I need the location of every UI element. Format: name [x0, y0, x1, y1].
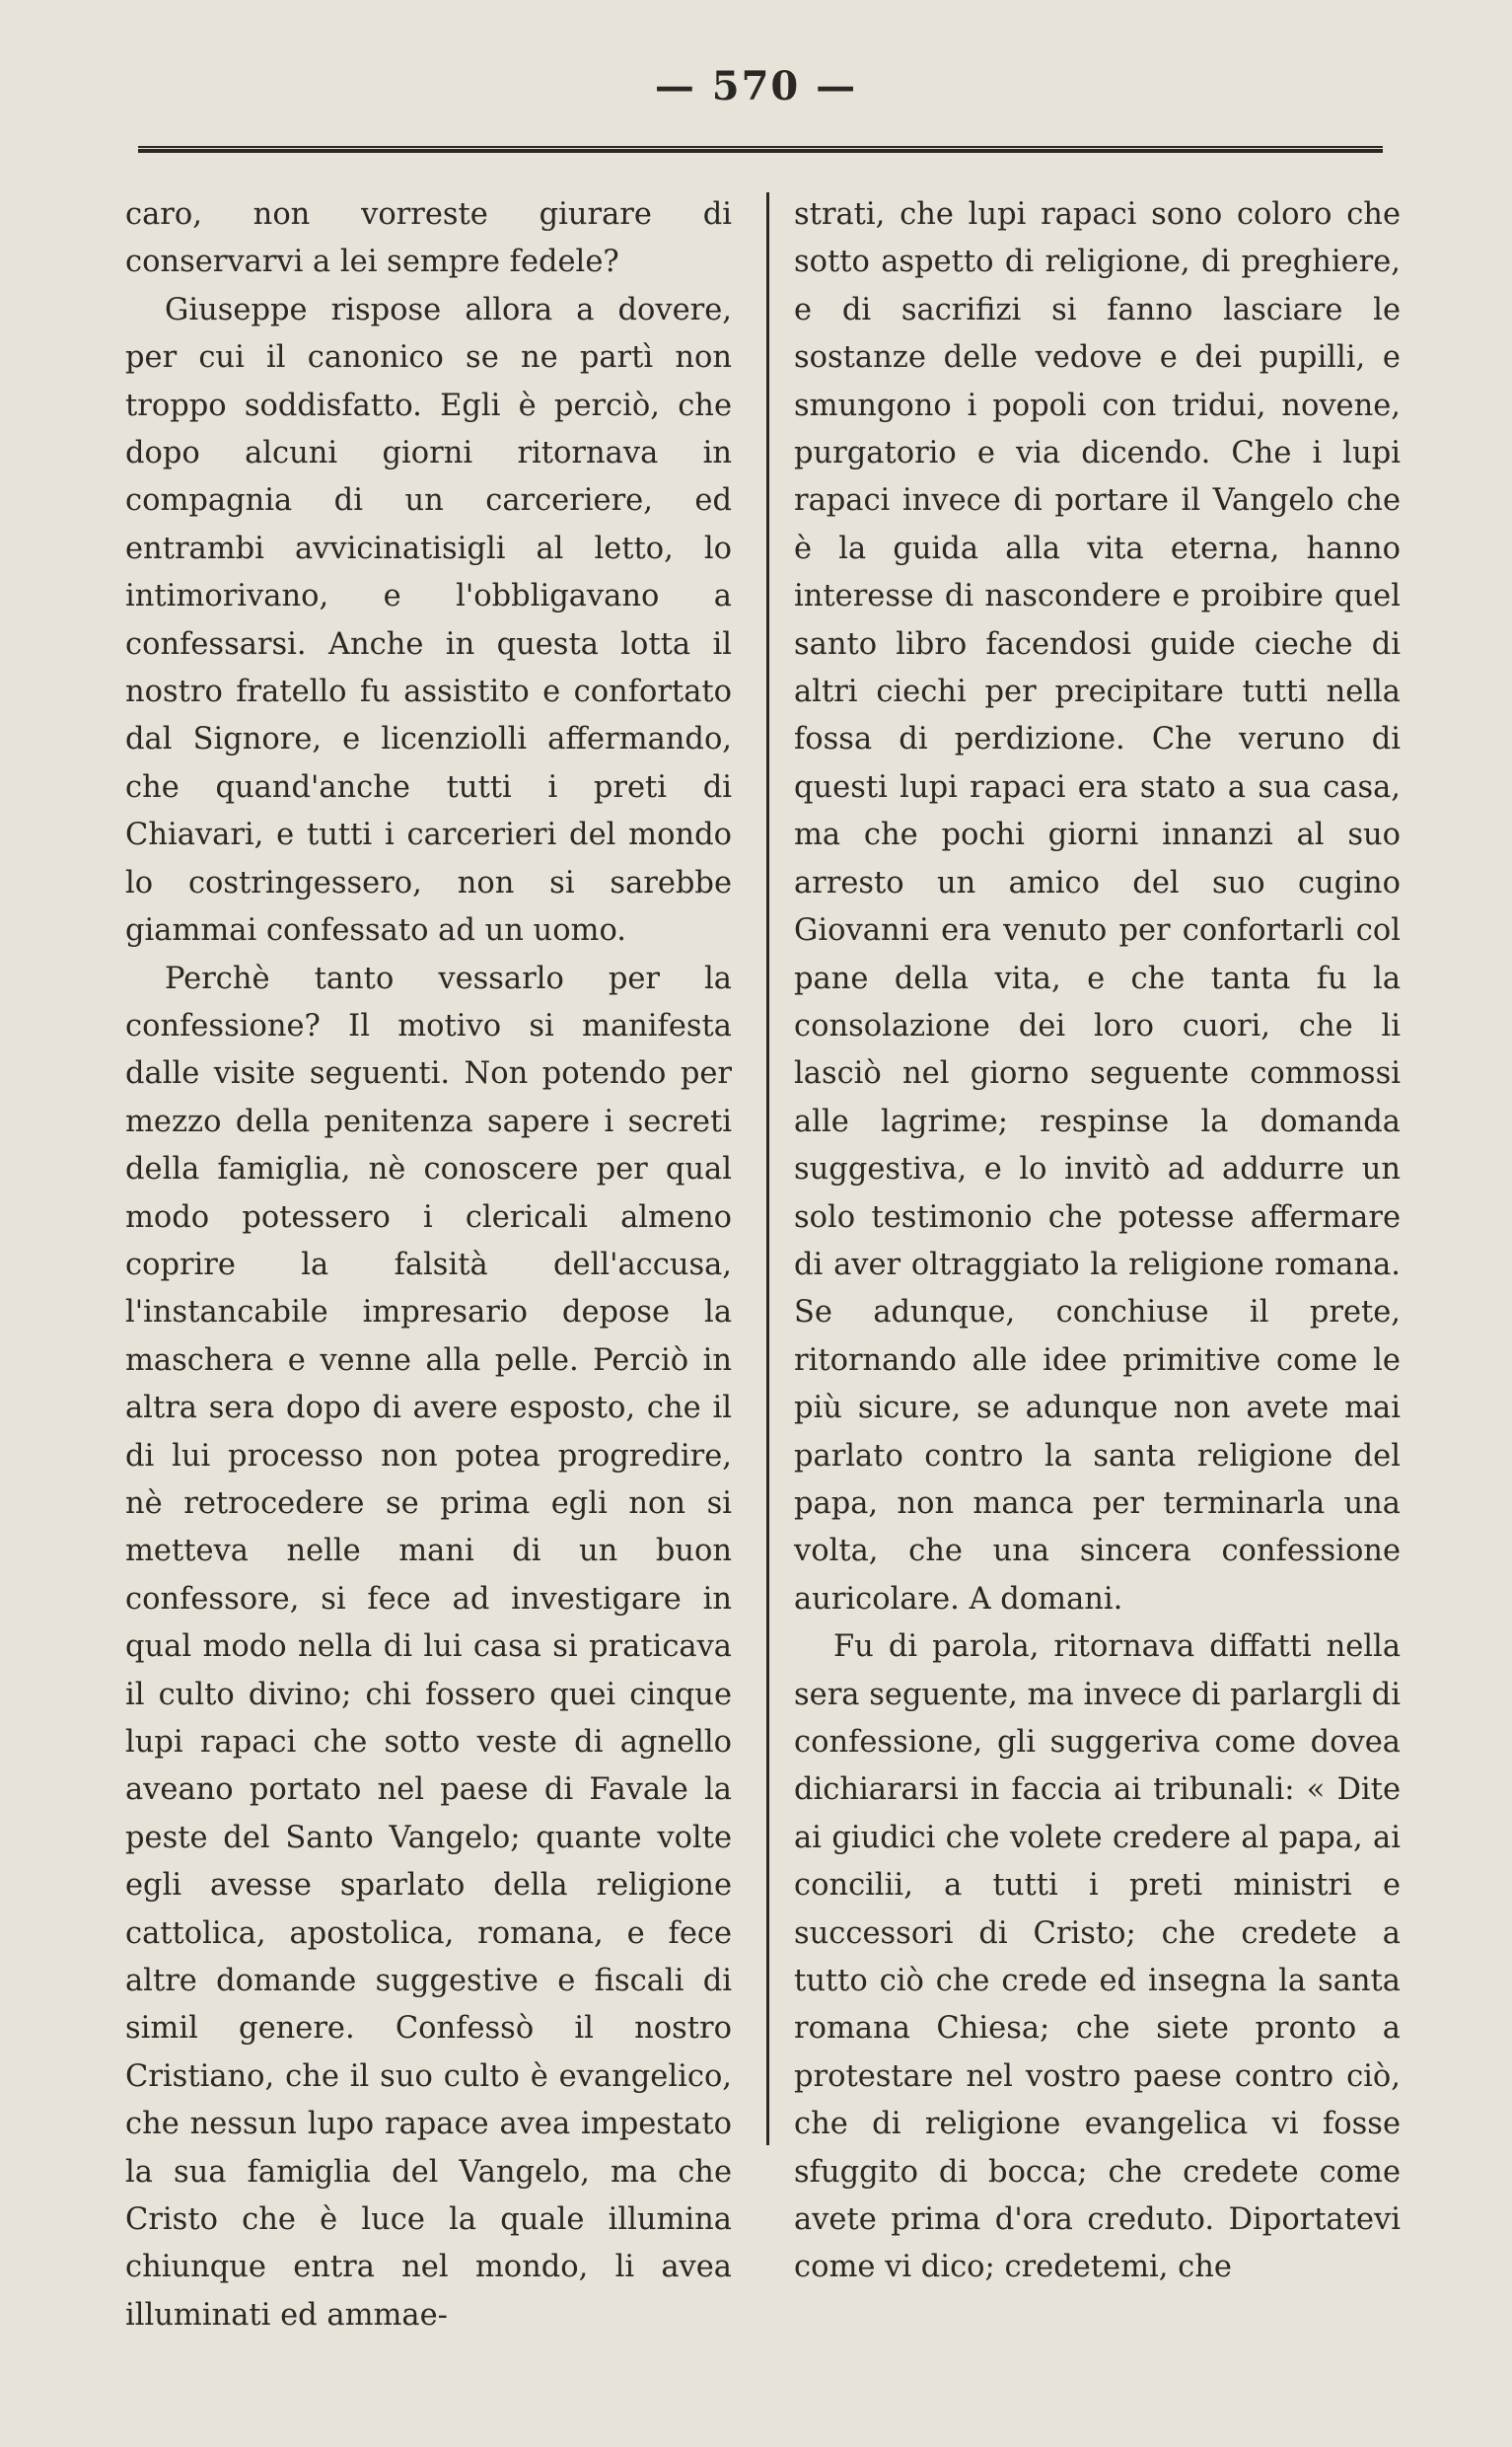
- paragraph: Giuseppe rispose allora a dovere, per cui il canonico se ne partì non troppo soddisfatto. Egli è perciò, che dopo alcuni giorni ritornava in compagnia di un carceriere, ed entrambi avvicinatisigli al letto, lo intimorivano, e l'obbligavano a confessarsi. Anche in questa lotta il nostro fratello fu assistito e confortato dal Signore, e licenziolli affermando, che quand'anche tutti i preti di Chiavari, e tutti i carcerieri del mondo lo costringessero, non si sarebbe giammai confessato ad un uomo.: [125, 292, 732, 949]
- right-column: [794, 191, 1401, 2292]
- paragraph: caro, non vorreste giurare di conservarvi a lei sempre fedele?: [125, 197, 732, 280]
- left-column: [125, 191, 732, 2339]
- paragraph: Perchè tanto vessarlo per la confessione? Il motivo si manifesta dalle visite seguenti. Non potendo per mezzo della penitenza sapere i secreti della famiglia, nè conoscere per qual modo potessero i clericali almeno coprire la falsità dell'accusa, l'instancabile impresario depose la maschera e venne alla pelle. Perciò in altra sera dopo di avere esposto, che il di lui processo non potea progredire, nè retrocedere se prima egli non si metteva nelle mani di un buon confessore, si fece ad investigare in qual modo nella di lui casa si praticava il culto divino; chi fossero quei cinque lupi rapaci che sotto veste di agnello aveano portato nel paese di Favale la peste del Santo Vangelo; quante volte egli avesse sparlato della religione cattolica, apostolica, romana, e fece altre domande suggestive e fiscali di simil genere. Confessò il nostro Cristiano, che il suo culto è evangelico, che nessun lupo rapace avea impestato la sua famiglia del Vangelo, ma che Cristo che è luce la quale illumina chiunque entra nel mondo, li avea illuminati ed ammae-: [125, 961, 732, 2333]
- paragraph: strati, che lupi rapaci sono coloro che sotto aspetto di religione, di preghiere, e di sacrifizi si fanno lasciare le sostanze delle vedove e dei pupilli, e smungono i popoli con tridui, novene, purgatorio e via dicendo. Che i lupi rapaci invece di portare il Vangelo che è la guida alla vita eterna, hanno interesse di nascondere e proibire quel santo libro facendosi guide cieche di altri ciechi per precipitare tutti nella fossa di perdizione. Che veruno di questi lupi rapaci era stato a sua casa, ma che pochi giorni innanzi al suo arresto un amico del suo cugino Giovanni era venuto per confortarli col pane della vita, e che tanta fu la consolazione dei loro cuori, che li lasciò nel giorno seguente commossi alle lagrime; respinse la domanda suggestiva, e lo invitò ad addurre un solo testimonio che potesse affermare di aver oltraggiato la religione romana. Se adunque, conchiuse il prete, ritornando alle idee primitive come le più sicure, se adunque non avete mai parlato contro la santa religione del papa, non manca per terminarla una volta, che una sincera confessione auricolare. A domani.: [794, 197, 1401, 1617]
- page-number: — 570 —: [654, 63, 858, 109]
- column-divider: [766, 192, 769, 2145]
- paragraph: Fu di parola, ritornava diffatti nella sera seguente, ma invece di parlargli di confessione, gli suggeriva come dovea dichiararsi in faccia ai tribunali: « Dite ai giudici che volete credere al papa, ai concilii, a tutti i preti ministri e successori di Cristo; che credete a tutto ciò che crede ed insegna la santa romana Chiesa; che siete pronto a protestare nel vostro paese contro ciò, che di religione evangelica vi fosse sfuggito di bocca; che credete come avete prima d'ora creduto. Diportatevi come vi dico; credetemi, che: [794, 1629, 1401, 2285]
- header-rule: [138, 146, 1383, 153]
